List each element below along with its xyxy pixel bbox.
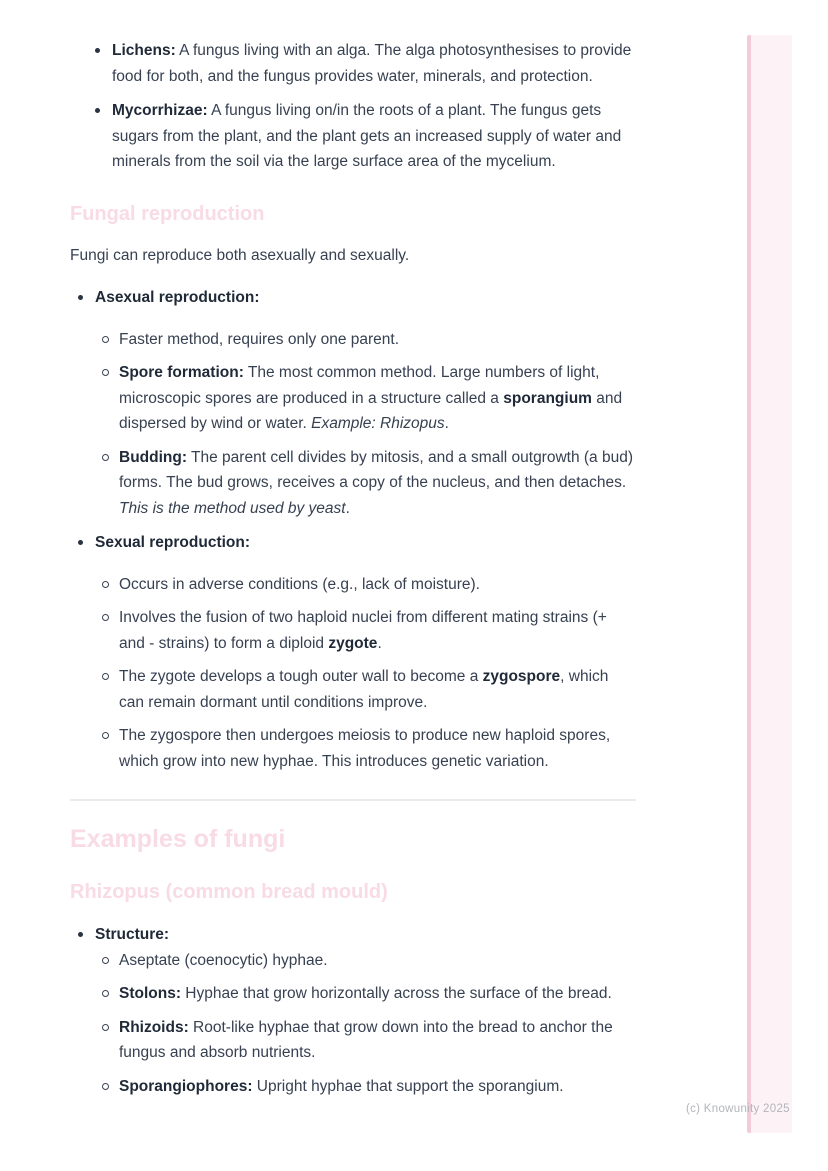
sexual-reproduction-label: Sexual reproduction:: [95, 534, 251, 551]
list-item-sporangiophores: Sporangiophores: Upright hyphae that support the sporangium.: [95, 1074, 636, 1100]
list-item-sexual-reproduction: [70, 530, 636, 774]
list-item-mycorrhizae: Mycorrhizae: A fungus living on/in the roots of a plant. The fungus gets sugars from the plant, and the plant gets an increased supply of water and minerals from the soil via the large surface area of the mycelium.: [70, 98, 636, 175]
list-item-aseptate: Aseptate (coenocytic) hyphae.: [95, 948, 636, 974]
list-item-spore-formation: Spore formation: The most common method. Large numbers of light, microscopic spores are produced in a structure called a sporangium and dispersed by wind or water. Example: Rhizopus.: [95, 360, 636, 437]
section-divider: [70, 799, 636, 801]
structure-label: Structure:: [95, 926, 170, 943]
symbiosis-list: [70, 38, 636, 175]
sexual-sublist: [95, 572, 636, 775]
list-item-adverse-conditions: Occurs in adverse conditions (e.g., lack of moisture).: [95, 572, 636, 598]
list-item-meiosis: The zygospore then undergoes meiosis to produce new haploid spores, which grow into new hyphae. This introduces genetic variation.: [95, 723, 636, 774]
list-item-stolons: Stolons: Hyphae that grow horizontally across the surface of the bread.: [95, 981, 636, 1007]
structure-sublist: [95, 948, 636, 1100]
fungal-reproduction-intro: Fungi can reproduce both asexually and sexually.: [70, 246, 410, 264]
list-item-asexual-reproduction: [70, 285, 636, 521]
document-content: [70, 38, 636, 1108]
rhizopus-list: [70, 922, 636, 1099]
heading-fungal-reproduction: Fungal reproduction: [70, 202, 265, 225]
knowunity-watermark: (c) Knowunity 2025: [686, 1103, 790, 1115]
list-item-structure: [70, 922, 636, 1099]
asexual-reproduction-label: Asexual reproduction:: [95, 289, 260, 306]
heading-rhizopus: Rhizopus (common bread mould): [70, 881, 388, 903]
list-item-lichens: Lichens: A fungus living with an alga. The alga photosynthesises to provide food for both, and the fungus provides water, minerals, and protection.: [70, 38, 636, 89]
list-item-faster-method: Faster method, requires only one parent.: [95, 327, 636, 353]
reproduction-list: [70, 285, 636, 774]
right-edge-pink-strip: [747, 35, 792, 1133]
list-item-zygospore: The zygote develops a tough outer wall to become a zygospore, which can remain dormant until conditions improve.: [95, 664, 636, 715]
asexual-sublist: [95, 327, 636, 522]
list-item-rhizoids: Rhizoids: Root-like hyphae that grow down into the bread to anchor the fungus and absorb nutrients.: [95, 1015, 636, 1066]
heading-examples-of-fungi: Examples of fungi: [70, 825, 286, 853]
list-item-haploid-fusion: Involves the fusion of two haploid nuclei from different mating strains (+ and - strains) to form a diploid zygote.: [95, 605, 636, 656]
list-item-budding: Budding: The parent cell divides by mitosis, and a small outgrowth (a bud) forms. The bud grows, receives a copy of the nucleus, and then detaches. This is the method used by yeast.: [95, 445, 636, 522]
